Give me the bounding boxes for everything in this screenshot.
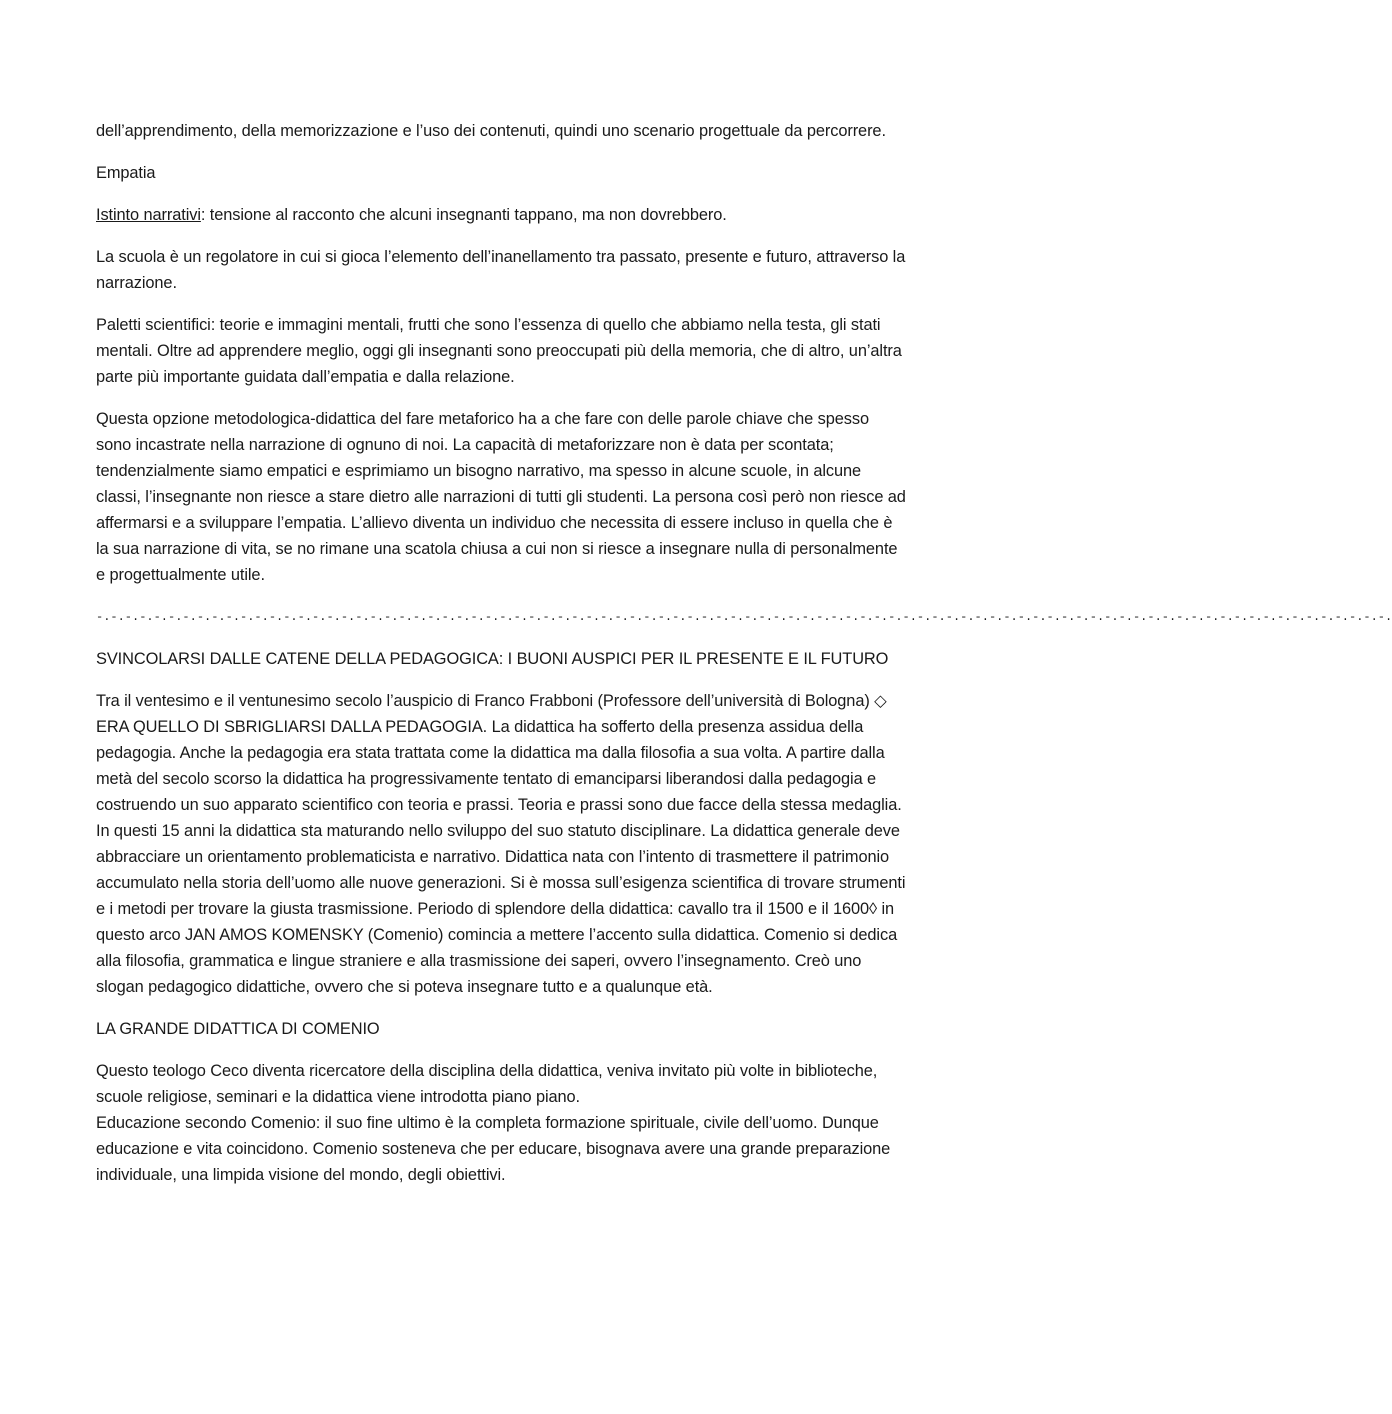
paragraph-comenio-line1: Questo teologo Ceco diventa ricercatore della disciplina della didattica, veniva invitato più volte in biblioteche, scuole religiose, seminari e la didattica viene introdotta piano piano. [96, 1062, 878, 1106]
paragraph-frabboni: Tra il ventesimo e il ventunesimo secolo l’auspicio di Franco Frabboni (Professore dell’università di Bologna) ◇ ERA QUELLO DI SBRIGLIARSI DALLA PEDAGOGIA. La didattica ha sofferto della presenza assidua della pedagogia. Anche la pedagogia era stata trattata come la didattica ma dalla filosofia a sua volta. A partire dalla metà del secolo scorso la didattica ha progressivamente tentato di emanciparsi liberandosi dalla pedagogia e costruendo un suo apparato scientifico con teoria e prassi. Teoria e prassi sono due facce della stessa medaglia. In questi 15 anni la didattica sta maturando nello sviluppo del suo statuto disciplinare. La didattica generale deve abbracciare un orientamento problematicista e narrativo. Didattica nata con l’intento di trasmettere il patrimonio accumulato nella storia dell’uomo alle nuove generazioni. Si è mossa sull’esigenza scientifica di trovare strumenti e i metodi per trovare la giusta trasmissione. Periodo di splendore della didattica: cavallo tra il 1500 e il 1600◊ in questo arco JAN AMOS KOMENSKY (Comenio) comincia a mettere l’accento sulla didattica. Comenio si dedica alla filosofia, grammatica e lingue straniere e alla trasmissione dei saperi, ovvero l’insegnamento. Creò uno slogan pedagogico didattiche, ovvero che si poteva insegnare tutto e a qualunque età. [96, 692, 906, 996]
heading-empatia: Empatia [96, 164, 156, 182]
dotted-separator: -.-.-.-.-.-.-.-.-.-.-.-.-.-.-.-.-.-.-.-.-.-.-.-.-.-.-.-.-.-.-.-.-.-.-.-.-.-.-.-.-.-.-.-.-.-.-.-.-.-.-.-.-.-.-.-.-.-.-.-.-.-.-.-.-.-.-.-.-.-.-.-.-.-.-.-.-.-.-.-.-.-.-.-.-.-.-.-.-.-. [96, 610, 1392, 624]
paragraph-opzione-metodologica: Questa opzione metodologica-didattica del fare metaforico ha a che fare con delle parole chiave che spesso sono incastrate nella narrazione di ognuno di noi. La capacità di metaforizzare non è data per scontata; tendenzialmente siamo empatici e esprimiamo un bisogno narrativo, ma spesso in alcune scuole, in alcune classi, l’insegnante non riesce a stare dietro alle narrazioni di tutti gli studenti. La persona così però non riesce ad affermarsi e a sviluppare l’empatia. L’allievo diventa un individuo che necessita di essere incluso in quella che è la sua narrazione di vita, se no rimane una scatola chiusa a cui non si riesce a insegnare nulla di personalmente e progettualmente utile. [96, 410, 906, 584]
underlined-term: Istinto narrativi [96, 206, 201, 224]
paragraph-comenio-line2: Educazione secondo Comenio: il suo fine ultimo è la completa formazione spirituale, civile dell’uomo. Dunque educazione e vita coincidono. Comenio sosteneva che per educare, bisognava avere una grande preparazione individuale, una limpida visione del mondo, degli obiettivi. [96, 1114, 891, 1184]
paragraph-comenio [96, 1058, 908, 1188]
section-heading-grande-didattica: LA GRANDE DIDATTICA DI COMENIO [96, 1020, 380, 1038]
paragraph-istinto-narrativi [96, 202, 908, 228]
paragraph-scuola-regolatore: La scuola è un regolatore in cui si gioca l’elemento dell’inanellamento tra passato, presente e futuro, attraverso la narrazione. [96, 248, 906, 292]
section-heading-svincolarsi: SVINCOLARSI DALLE CATENE DELLA PEDAGOGICA: I BUONI AUSPICI PER IL PRESENTE E IL FUTURO [96, 650, 889, 668]
paragraph-paletti-scientifici: Paletti scientifici: teorie e immagini mentali, frutti che sono l’essenza di quello che abbiamo nella testa, gli stati mentali. Oltre ad apprendere meglio, oggi gli insegnanti sono preoccupati più della memoria, che di altro, un’altra parte più importante guidata dall’empatia e dalla relazione. [96, 316, 902, 386]
paragraph-istinto-rest: : tensione al racconto che alcuni insegnanti tappano, ma non dovrebbero. [200, 206, 727, 224]
document-page [96, 118, 1392, 1204]
paragraph-intro-continued: dell’apprendimento, della memorizzazione e l’uso dei contenuti, quindi uno scenario progettuale da percorrere. [96, 122, 886, 140]
